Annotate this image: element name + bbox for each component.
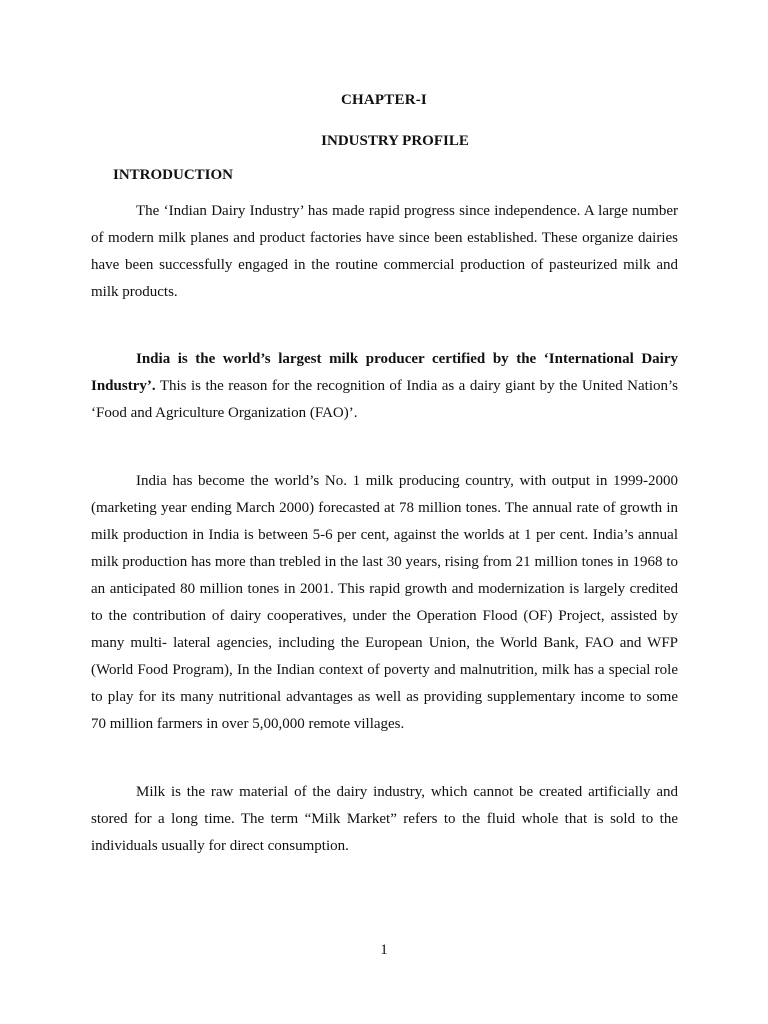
chapter-title: CHAPTER-I [341, 92, 427, 108]
paragraph-text: The ‘Indian Dairy Industry’ has made rapid progress since independence. A large number of modern milk planes and product factories have since been established. These organize dairies have been successfully engaged in the routine commercial production of pasteurized milk and milk products. [91, 203, 678, 300]
paragraph-introduction [91, 198, 678, 306]
page-number: 1 [380, 942, 388, 958]
paragraph-milk-market [91, 779, 678, 860]
paragraph-text: Milk is the raw material of the dairy industry, which cannot be created artificially and stored for a long time. The term “Milk Market” refers to the fluid whole that is sold to the individuals usually for direct consumption. [91, 784, 678, 854]
paragraph-bold-text: India is the world’s largest milk producer certified by the ‘International Dairy Industry’. [91, 351, 678, 394]
paragraph-largest-producer [91, 346, 678, 427]
section-title: INDUSTRY PROFILE [321, 133, 469, 149]
paragraph-text: India has become the world’s No. 1 milk producing country, with output in 1999-2000 (marketing year ending March 2000) forecasted at 78 million tones. The annual rate of growth in milk production in India is between 5-6 per cent, against the worlds at 1 per cent. India’s annual milk production has more than trebled in the last 30 years, rising from 21 million tones in 1968 to an anticipated 80 million tones in 2001. This rapid growth and modernization is largely credited to the contribution of dairy cooperatives, under the Operation Flood (OF) Project, assisted by many multi- lateral agencies, including the European Union, the World Bank, FAO and WFP (World Food Program), In the Indian context of poverty and malnutrition, milk has a special role to play for its many nutritional advantages as well as providing supplementary income to some 70 million farmers in over 5,00,000 remote villages. [91, 473, 678, 732]
paragraph-milk-production [91, 468, 678, 738]
paragraph-text: This is the reason for the recognition of India as a dairy giant by the United Nation’s ‘Food and Agriculture Organization (FAO)’. [91, 378, 678, 421]
intro-heading: INTRODUCTION [113, 167, 234, 183]
